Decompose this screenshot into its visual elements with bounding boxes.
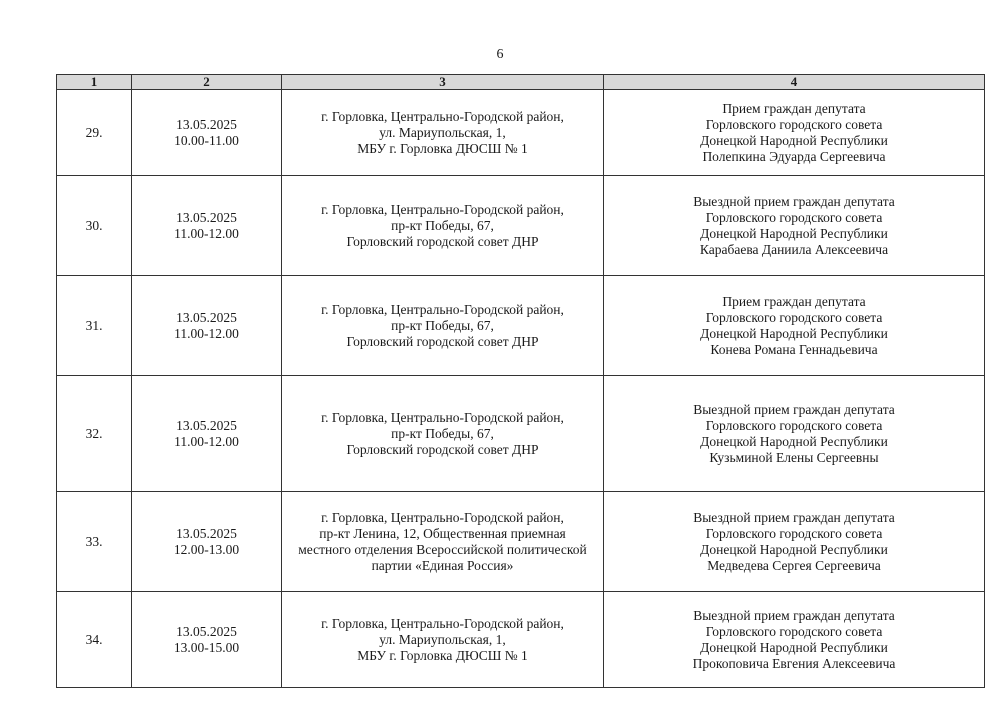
date: 13.05.2025 bbox=[176, 417, 237, 433]
address-line: г. Горловка, Центрально-Городской район, bbox=[321, 409, 564, 425]
event-line: Донецкой Народной Республики bbox=[700, 132, 888, 148]
schedule-table bbox=[56, 74, 985, 688]
event-line: Горловского городского совета bbox=[705, 525, 883, 541]
row-number: 34. bbox=[57, 592, 132, 688]
event-line: Горловского городского совета bbox=[705, 623, 883, 639]
page-number: 6 bbox=[496, 47, 504, 62]
address-line: пр-кт Победы, 67, bbox=[391, 217, 494, 233]
event-line: Донецкой Народной Республики bbox=[700, 433, 888, 449]
event-line: Горловского городского совета bbox=[705, 116, 883, 132]
header-col-1: 1 bbox=[57, 75, 132, 90]
event-cell bbox=[604, 492, 985, 592]
row-number: 32. bbox=[57, 376, 132, 492]
table-row bbox=[57, 492, 985, 592]
datetime-cell bbox=[132, 492, 282, 592]
event-line: Донецкой Народной Республики bbox=[700, 325, 888, 341]
event-cell bbox=[604, 276, 985, 376]
event-line: Горловского городского совета bbox=[705, 209, 883, 225]
row-number: 29. bbox=[57, 90, 132, 176]
event-line: Карабаева Даниила Алексеевича bbox=[699, 241, 889, 257]
address-line: ул. Мариупольская, 1, bbox=[379, 124, 506, 140]
date: 13.05.2025 bbox=[176, 116, 237, 132]
date: 13.05.2025 bbox=[176, 525, 237, 541]
datetime-cell bbox=[132, 90, 282, 176]
table-row bbox=[57, 276, 985, 376]
address-cell bbox=[282, 90, 604, 176]
event-line: Прием граждан депутата bbox=[722, 100, 866, 116]
address-line: г. Горловка, Центрально-Городской район, bbox=[321, 615, 564, 631]
event-line: Выездной прием граждан депутата bbox=[693, 509, 895, 525]
address-line: МБУ г. Горловка ДЮСШ № 1 bbox=[357, 647, 528, 663]
event-line: Горловского городского совета bbox=[705, 309, 883, 325]
address-line: Горловский городской совет ДНР bbox=[346, 441, 539, 457]
address-cell bbox=[282, 492, 604, 592]
event-line: Донецкой Народной Республики bbox=[700, 541, 888, 557]
header-row bbox=[57, 75, 985, 90]
event-line: Кузьминой Елены Сергеевны bbox=[709, 449, 879, 465]
event-cell bbox=[604, 592, 985, 688]
header-col-3: 3 bbox=[282, 75, 604, 90]
date: 13.05.2025 bbox=[176, 623, 237, 639]
event-line: Выездной прием граждан депутата bbox=[693, 193, 895, 209]
event-cell bbox=[604, 90, 985, 176]
header-col-4: 4 bbox=[604, 75, 985, 90]
table-row bbox=[57, 376, 985, 492]
event-cell bbox=[604, 376, 985, 492]
date: 13.05.2025 bbox=[176, 309, 237, 325]
address-line: местного отделения Всероссийской политической bbox=[298, 541, 587, 557]
event-line: Прием граждан депутата bbox=[722, 293, 866, 309]
address-line: Горловский городской совет ДНР bbox=[346, 333, 539, 349]
event-line: Конева Романа Геннадьевича bbox=[710, 341, 878, 357]
address-line: г. Горловка, Центрально-Городской район, bbox=[321, 301, 564, 317]
event-line: Выездной прием граждан депутата bbox=[693, 607, 895, 623]
address-line: партии «Единая Россия» bbox=[371, 557, 514, 573]
address-line: г. Горловка, Центрально-Городской район, bbox=[321, 201, 564, 217]
event-line: Донецкой Народной Республики bbox=[700, 225, 888, 241]
address-line: г. Горловка, Центрально-Городской район, bbox=[321, 509, 564, 525]
row-number: 30. bbox=[57, 176, 132, 276]
address-cell bbox=[282, 376, 604, 492]
row-number: 33. bbox=[57, 492, 132, 592]
time: 10.00-11.00 bbox=[174, 132, 239, 148]
row-number: 31. bbox=[57, 276, 132, 376]
address-line: ул. Мариупольская, 1, bbox=[379, 631, 506, 647]
event-line: Донецкой Народной Республики bbox=[700, 639, 888, 655]
event-line: Выездной прием граждан депутата bbox=[693, 401, 895, 417]
address-line: пр-кт Победы, 67, bbox=[391, 425, 494, 441]
event-line: Полепкина Эдуарда Сергеевича bbox=[702, 148, 886, 164]
time: 11.00-12.00 bbox=[174, 225, 239, 241]
address-line: г. Горловка, Центрально-Городской район, bbox=[321, 108, 564, 124]
date: 13.05.2025 bbox=[176, 209, 237, 225]
address-line: МБУ г. Горловка ДЮСШ № 1 bbox=[357, 140, 528, 156]
address-cell bbox=[282, 176, 604, 276]
event-line: Горловского городского совета bbox=[705, 417, 883, 433]
event-line: Прокоповича Евгения Алексеевича bbox=[692, 655, 896, 671]
datetime-cell bbox=[132, 276, 282, 376]
datetime-cell bbox=[132, 592, 282, 688]
datetime-cell bbox=[132, 376, 282, 492]
address-line: пр-кт Ленина, 12, Общественная приемная bbox=[319, 525, 566, 541]
table-row bbox=[57, 90, 985, 176]
address-line: пр-кт Победы, 67, bbox=[391, 317, 494, 333]
event-cell bbox=[604, 176, 985, 276]
datetime-cell bbox=[132, 176, 282, 276]
time: 11.00-12.00 bbox=[174, 325, 239, 341]
address-cell bbox=[282, 592, 604, 688]
table-row bbox=[57, 176, 985, 276]
table-row bbox=[57, 592, 985, 688]
event-line: Медведева Сергея Сергеевича bbox=[707, 557, 881, 573]
time: 12.00-13.00 bbox=[173, 541, 240, 557]
time: 13.00-15.00 bbox=[173, 639, 240, 655]
time: 11.00-12.00 bbox=[174, 433, 239, 449]
header-col-2: 2 bbox=[132, 75, 282, 90]
address-line: Горловский городской совет ДНР bbox=[346, 233, 539, 249]
address-cell bbox=[282, 276, 604, 376]
